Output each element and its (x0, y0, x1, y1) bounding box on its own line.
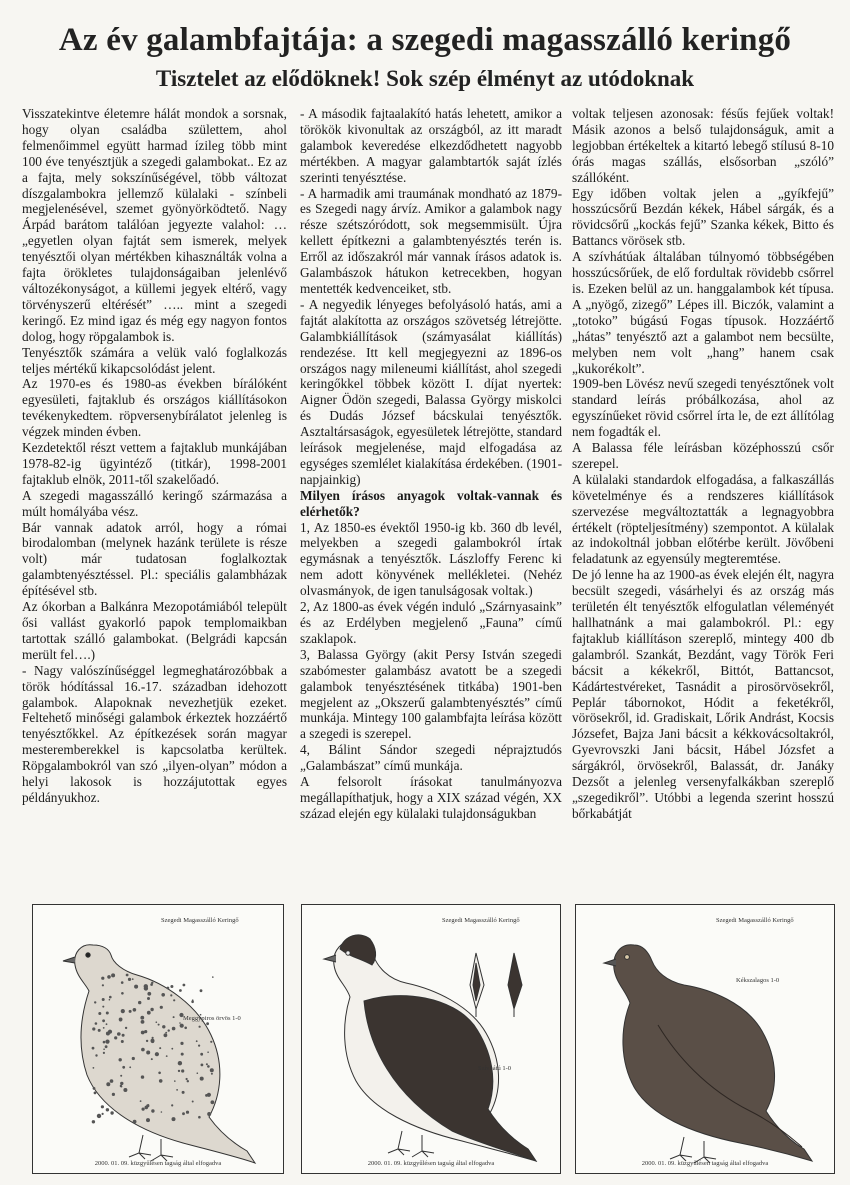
paragraph: A szívhátúak általában túlnyomó többségében hosszúcsőrűek, de elő fordultak rövidebb csőrrel is. Ezeken belül az un. hanggalambok két típusa. A „nyögő, zizegő” Lépes ill. Biczók, valamint a „totoko” búgású Fogas típusok. Hozzáértő „hátas” tenyésztő azt a galambot nem becsülte, melyben nem volt „hang” hanem csak „kukorékolt”. (572, 249, 834, 376)
figure-title: Szegedi Magasszálló Keringő (716, 917, 794, 924)
paragraph: Az 1970-es és 1980-as években bírálóként egyesületi, fajtaklub és országos kiállításokon tevékenykedtem. röpversenybírálatot jelenleg is végzek minden évben. (22, 376, 287, 440)
pigeon-drawing (302, 905, 560, 1173)
article-title: Az év galambfajtája: a szegedi magasszálló keringő (58, 22, 792, 58)
figure-label: Meggypiros örvös 1-0 (183, 1015, 241, 1022)
text-column-1 (22, 106, 287, 906)
paragraph: 1, Az 1850-es évektől 1950-ig kb. 360 db levél, melyekben a szegedi galambokról írtak egymásnak a tenyésztők. Lászloffy Ferenc ki nem adott könyvének mellékletei. (Nehéz olvasmányok, de igen tanulságosak voltak.) (300, 519, 562, 599)
pigeon-drawing (33, 905, 283, 1173)
paragraph: 4, Bálint Sándor szegedi néprajztudós „Galambászat” című munkája. (300, 742, 562, 774)
pigeon-illustration-3 (575, 904, 835, 1174)
figure-label: Kékszalagos 1-0 (736, 977, 780, 984)
paragraph: Tenyésztők számára a velük való foglalkozás teljes mértékű kikapcsolódást jelent. (22, 344, 287, 376)
paragraph: 2, Az 1800-as évek végén induló „Szárnyasaink” és az Erdélyben megjelenő „Fauna” című szaklapok. (300, 599, 562, 646)
paragraph: Egy időben voltak jelen a „gyíkfejű” hosszúcsőrű Bezdán kékek, Hábel sárgák, és a rövidcsőrű „kockás fejű” Szanka kékek, Bitto és Battancs vörösek stb. (572, 185, 834, 249)
paragraph: voltak teljesen azonosak: fésűs fejűek voltak! Másik azonos a belső tulajdonságuk, amit a legjobban értékeltek a kitartó lebegő stílusú 8-10 órás magas szállás, elsősorban „szóló” szállóként. (572, 106, 834, 185)
paragraph: A Balassa féle leírásban középhosszú csőr szerepel. (572, 440, 834, 471)
figure-title: Szegedi Magasszálló Keringő (161, 917, 239, 924)
figure-label: Szívhátú 1-0 (478, 1065, 512, 1072)
paragraph: Bár vannak adatok arról, hogy a római birodalomban (melynek hazánk területe is része volt) már tudatosan foglalkoztak galambtenyésztéssel. Pl.: speciális galambházak építésével stb. (22, 519, 287, 599)
paragraph: De jó lenne ha az 1900-as évek elején élt, nagyra becsült szegedi, vásárhelyi és az ország más területén élt tenyésztők elfogulatlan véleményét hallhatnánk a mai galambokról. Pl.: egy fajtaklub kiállításon szereplő, mintegy 400 db galambról. Szankát, Bezdánt, vagy Török Feri bácsit a kékekről, Bittót, Battancsot, Kádártestvéreket, Tasnádit a pirosörvösekről, Peplár tábornokot, Hódit a feketékről, vörösekről, id. Gradiskait, Lőrik Andrást, Kocsis Józsefet, Bajza Jani bácsit a kékkovácsoltakról, Gyevrovszki Jani bácsit, Hábel Józsfet a sárgákról, örvösekről, Balassát, dr. Janáky Dezsőt a jelenleg versenyfalkákban szereplő „szegedikről”. Utóbbi a legenda szerint hosszú bőrkabátját (572, 567, 834, 821)
text-column-2 (300, 106, 562, 898)
pigeon-drawing (576, 905, 834, 1173)
paragraph: - A harmadik ami traumának mondható az 1879-es Szegedi nagy árvíz. Amikor a galambok nagy része szétszóródott, sok megsemmisült. Újra kellett építkezni a galambtenyésztés terén is. Erről az időszakról már vannak írásos adatok is. Galambászok hátukon ketrecekben, hogyan mentették kedvenceiket, stb. (300, 185, 562, 296)
paragraph: Kezdetektől részt vettem a fajtaklub munkájában 1978-82-ig ügyintéző (titkár), 1998-2001 fajtaklub elnök, 2011-től szakelőadó. (22, 440, 287, 487)
paragraph: - A negyedik lényeges befolyásoló hatás, ami a fajtát alakította az országos szövetség létrejötte. Galambkiállítások (számyasálat kiállítás) rendezése. Itt kell megjegyezni az 1896-os országos nagy mileneumi kiállítást, ahol szegedi keringőkkel többek között I. díjat nyertek: Aigner Ödön szegedi, Balassa György miskolci és Dudás József bácskulai tenyésztők. Asztaltársaságok, egyesületek létrejötte, standard leírások megjelenése, majd elfogadása az egységes szemlélet kialakítása érdekében. (1901- napjainkig) (300, 296, 562, 487)
paragraph: A felsorolt írásokat tanulmányozva megállapíthatjuk, hogy a XIX század végén, XX század elején egy külalaki tulajdonságukban (300, 774, 562, 821)
figure-title: Szegedi Magasszálló Keringő (442, 917, 520, 924)
section-heading: Milyen írásos anyagok voltak-vannak és elérhetők? (300, 487, 562, 519)
paragraph: A külalaki standardok elfogadása, a falkaszállás követelménye és a rendszeres kiállítások szervezése megváltoztatták a legnagyobbra értékelt (röpteljesítmény) szempontot. A külalak az indokoltnál jobban előtérbe került. Jövőbeni feladatunk az egyensúly megteremtése. (572, 471, 834, 567)
text-column-3 (572, 106, 834, 898)
figure-caption: 2000. 01. 09. küzgyűlésen tagság által elfogadva (641, 1160, 769, 1167)
article-subtitle: Tisztelet az elődöknek! Sok szép élményt az utódoknak (155, 66, 695, 91)
paragraph: 1909-ben Lövész nevű szegedi tenyésztőnek volt standard leírás próbálkozása, ahol az egyszínűeket rövid csőrrel írta le, de ezt állítólag nem fogadták el. (572, 376, 834, 440)
pigeon-illustration-2 (301, 904, 561, 1174)
paragraph: 3, Balassa György (akit Persy István szegedi szabómester galambász avatott be a szegedi galambok tenyésztésének titkába) 1901-ben megjelent az „Okszerű galambtenyésztés” című munkája. Mintegy 100 galambfajta leírása között a szegedi is szerepel. (300, 646, 562, 742)
paragraph: Visszatekintve életemre hálát mondok a sorsnak, hogy olyan családba születtem, ahol felmenőimmel együtt harmad ízileg több mint 100 éve tenyésztjük a szegedi galambokat.. Ez az a fajta, mely sokszínűségével, több változat díszgalambokra jellemző külalaki - színbeli megjelenésével, szemet gyönyörködtető. Nagy Árpád barátom találóan jegyezte valahol: … „egyetlen olyan fajtát sem ismerek, melyek tenyésztői olyan mértékben kihasználták volna a fajta örökletes tulajdonságaiban jelenlévő változékonyságot, a küllemi jegyek eltérő, vagy törvényszerű eltérését” ….. mint a szegedi keringő. Ez mind igaz és még egy nagyon fontos dolog, hogy röpgalambok is. (22, 106, 287, 344)
paragraph: - A második fajtaalakító hatás lehetett, amikor a törökök kivonultak az országból, az itt maradt galambok keveredése elkezdődhetett nagyobb mértékben. A magyar galambtartók saját ízlés szerinti tenyésztése. (300, 106, 562, 185)
paragraph: Az ókorban a Balkánra Mezopotámiából települt ősi vallást gyakorló papok templomaikban tartottak szálló galambokat. (Belgrádi kapcsán merült fel….) (22, 599, 287, 662)
figure-caption: 2000. 01. 09. küzgyűlésen tagság által elfogadva (94, 1160, 222, 1167)
figure-caption: 2000. 01. 09. küzgyűlésen tagság által elfogadva (367, 1160, 495, 1167)
pigeon-illustration-1 (32, 904, 284, 1174)
paragraph: - Nagy valószínűséggel legmeghatározóbbak a török hódítással 16.-17. században idehozott galambok. Alapoknak nevezhetjük ezeket. Feltehető minőségi galambok érkeztek hozzáértő tenyésztőkkel. Az építkezések során magyar mesteremberekkel is kapcsolatba kerültek. Röpgalambokról van szó „ilyen-olyan” módon a helyi lakosok is hozzájutottak egyes példányukhoz. (22, 662, 287, 805)
paragraph: A szegedi magasszálló keringő származása a múlt homályába vész. (22, 487, 287, 519)
